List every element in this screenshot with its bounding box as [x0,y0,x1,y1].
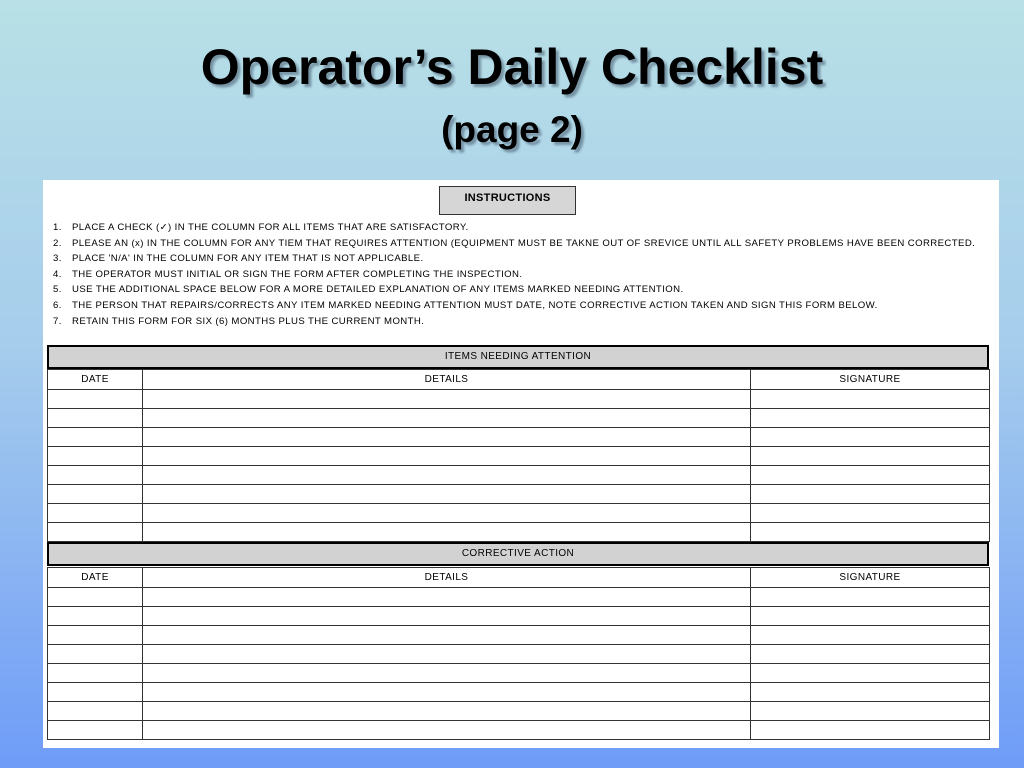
date-cell[interactable] [48,664,143,683]
signature-cell[interactable] [751,664,990,683]
table-row [48,428,990,447]
date-cell[interactable] [48,702,143,721]
instruction-number: 4. [53,268,62,280]
instruction-text: USE THE ADDITIONAL SPACE BELOW FOR A MORE DETAILED EXPLANATION OF ANY ITEMS MARKED NEEDING ATTENTION. [72,284,684,296]
date-cell[interactable] [48,523,143,542]
date-cell[interactable] [48,504,143,523]
details-cell[interactable] [143,702,751,721]
table-row [48,607,990,626]
instruction-number: 3. [53,253,62,265]
signature-cell[interactable] [751,588,990,607]
instruction-number: 5. [53,284,62,296]
slide-subtitle: (page 2) [441,109,583,150]
signature-cell[interactable] [751,409,990,428]
signature-cell[interactable] [751,523,990,542]
details-cell[interactable] [143,390,751,409]
details-cell[interactable] [143,428,751,447]
corrective-action-table [47,567,990,740]
table-row [48,588,990,607]
column-header-date: DATE [48,370,143,390]
details-cell[interactable] [143,466,751,485]
instruction-text: THE PERSON THAT REPAIRS/CORRECTS ANY ITEM MARKED NEEDING ATTENTION MUST DATE, NOTE CORRECTIVE ACTION TAKEN AND SIGN THIS FORM BELOW. [72,299,878,311]
column-header-details: DETAILS [143,370,751,390]
signature-cell[interactable] [751,390,990,409]
instruction-text: PLACE A CHECK (✓) IN THE COLUMN FOR ALL ITEMS THAT ARE SATISFACTORY. [72,222,469,233]
instruction-item [53,238,983,250]
date-cell[interactable] [48,485,143,504]
signature-cell[interactable] [751,504,990,523]
table-row [48,390,990,409]
signature-cell[interactable] [751,485,990,504]
date-cell[interactable] [48,626,143,645]
instruction-text: RETAIN THIS FORM FOR SIX (6) MONTHS PLUS THE CURRENT MONTH. [72,315,425,327]
instructions-list [53,222,983,331]
details-cell[interactable] [143,588,751,607]
details-cell[interactable] [143,626,751,645]
instruction-text: PLEASE AN (x) IN THE COLUMN FOR ANY TIEM THAT REQUIRES ATTENTION (EQUIPMENT MUST BE TAKNE OUT OF SREVICE UNTIL ALL SAFETY PROBLEMS HAVE BEEN CORRECTED. [72,237,976,249]
instruction-item [53,316,983,328]
instruction-text: PLACE 'N/A' IN THE COLUMN FOR ANY ITEM THAT IS NOT APPLICABLE. [72,253,424,265]
details-cell[interactable] [143,645,751,664]
date-cell[interactable] [48,683,143,702]
table-header-row [48,568,990,588]
details-cell[interactable] [143,721,751,740]
date-cell[interactable] [48,428,143,447]
column-header-date: DATE [48,568,143,588]
signature-cell[interactable] [751,447,990,466]
details-cell[interactable] [143,504,751,523]
date-cell[interactable] [48,588,143,607]
date-cell[interactable] [48,721,143,740]
table-row [48,664,990,683]
table-row [48,721,990,740]
date-cell[interactable] [48,390,143,409]
signature-cell[interactable] [751,607,990,626]
details-cell[interactable] [143,485,751,504]
instruction-text: THE OPERATOR MUST INITIAL OR SIGN THE FORM AFTER COMPLETING THE INSPECTION. [72,268,523,280]
instruction-number: 6. [53,299,62,311]
column-header-signature: SIGNATURE [751,370,990,390]
date-cell[interactable] [48,466,143,485]
signature-cell[interactable] [751,702,990,721]
signature-cell[interactable] [751,626,990,645]
date-cell[interactable] [48,645,143,664]
details-cell[interactable] [143,409,751,428]
column-header-signature: SIGNATURE [751,568,990,588]
table-row [48,626,990,645]
instruction-number: 1. [53,222,62,233]
instruction-item [53,253,983,265]
date-cell[interactable] [48,607,143,626]
signature-cell[interactable] [751,645,990,664]
instruction-number: 7. [53,315,62,327]
section-header-corrective-action: CORRECTIVE ACTION [47,542,989,566]
instruction-number: 2. [53,237,62,249]
date-cell[interactable] [48,409,143,428]
section-header-items-needing-attention: ITEMS NEEDING ATTENTION [47,345,989,369]
checklist-form [43,180,999,748]
table-row [48,409,990,428]
slide-title: Operator’s Daily Checklist [200,39,824,95]
table-row [48,466,990,485]
signature-cell[interactable] [751,721,990,740]
instruction-item [53,300,983,312]
details-cell[interactable] [143,523,751,542]
signature-cell[interactable] [751,466,990,485]
table-row [48,485,990,504]
column-header-details: DETAILS [143,568,751,588]
signature-cell[interactable] [751,683,990,702]
table-row [48,683,990,702]
table-row [48,447,990,466]
instructions-heading: INSTRUCTIONS [439,186,576,215]
table-row [48,645,990,664]
items-needing-attention-table [47,369,990,542]
instruction-item [53,284,983,296]
table-row [48,702,990,721]
instruction-item [53,269,983,281]
table-header-row [48,370,990,390]
table-row [48,523,990,542]
signature-cell[interactable] [751,428,990,447]
instruction-item [53,222,983,234]
details-cell[interactable] [143,447,751,466]
details-cell[interactable] [143,607,751,626]
details-cell[interactable] [143,664,751,683]
date-cell[interactable] [48,447,143,466]
details-cell[interactable] [143,683,751,702]
table-row [48,504,990,523]
